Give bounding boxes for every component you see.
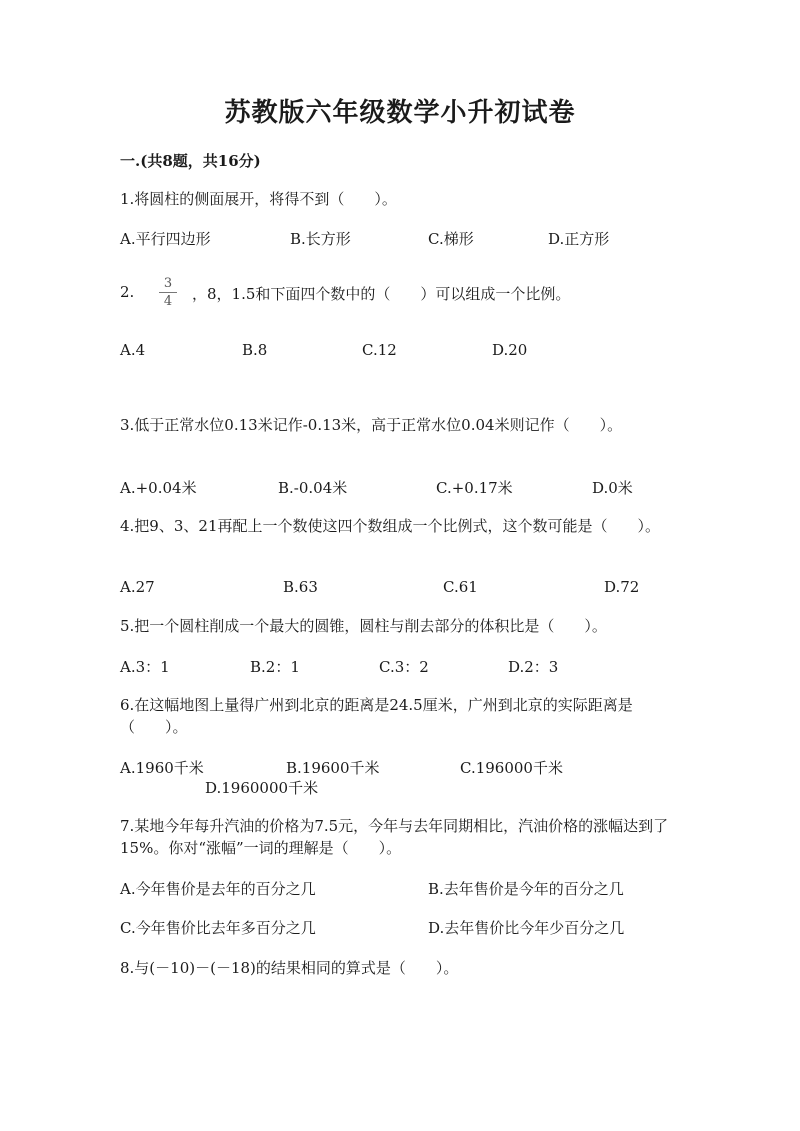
question-4: 4.把9、3、21再配上一个数使这四个数组成一个比例式，这个数可能是（ ）。 (120, 517, 660, 535)
q6-option-b[interactable]: B.19600千米 (286, 759, 380, 777)
question-1: 1.将圆柱的侧面展开，将得不到（ ）。 (120, 190, 397, 208)
question-5: 5.把一个圆柱削成一个最大的圆锥，圆柱与削去部分的体积比是（ ）。 (120, 617, 607, 635)
fraction-denominator: 4 (163, 294, 173, 309)
fraction-numerator: 3 (163, 276, 173, 291)
question-2: ，8，1.5和下面四个数中的（ ）可以组成一个比例。 (192, 285, 571, 303)
q2-option-d[interactable]: D.20 (492, 341, 528, 359)
section-heading: 一.(共8题，共16分) (120, 152, 261, 170)
q4-option-b[interactable]: B.63 (283, 578, 318, 596)
q5-option-d[interactable]: D.2：3 (508, 658, 559, 676)
q3-option-c[interactable]: C.+0.17米 (436, 479, 513, 497)
q4-option-a[interactable]: A.27 (120, 578, 155, 596)
q2-option-c[interactable]: C.12 (362, 341, 397, 359)
q4-option-c[interactable]: C.61 (443, 578, 478, 596)
q3-option-a[interactable]: A.+0.04米 (120, 479, 197, 497)
fraction-three-quarters (158, 276, 178, 309)
q7-option-d[interactable]: D.去年售价比今年少百分之几 (428, 919, 625, 937)
q3-option-d[interactable]: D.0米 (592, 479, 633, 497)
q1-option-b[interactable]: B.长方形 (290, 230, 351, 248)
q5-option-a[interactable]: A.3：1 (120, 658, 170, 676)
question-7: 7.某地今年每升汽油的价格为7.5元，今年与去年同期相比，汽油价格的涨幅达到了15%。你对“涨幅”一词的理解是（ ）。 (120, 817, 669, 857)
q6-option-d[interactable]: D.1960000千米 (205, 779, 319, 797)
q7-option-a[interactable]: A.今年售价是去年的百分之几 (120, 880, 316, 898)
q6-option-a[interactable]: A.1960千米 (120, 759, 204, 777)
q2-option-b[interactable]: B.8 (242, 341, 268, 359)
question-2-number: 2. (120, 283, 135, 301)
q1-option-a[interactable]: A.平行四边形 (120, 230, 211, 248)
q3-option-b[interactable]: B.-0.04米 (278, 479, 348, 497)
q7-option-c[interactable]: C.今年售价比去年多百分之几 (120, 919, 316, 937)
q5-option-c[interactable]: C.3：2 (379, 658, 429, 676)
q1-option-c[interactable]: C.梯形 (428, 230, 474, 248)
exam-title: 苏教版六年级数学小升初试卷 (224, 98, 576, 128)
q7-option-b[interactable]: B.去年售价是今年的百分之几 (428, 880, 624, 898)
q1-option-d[interactable]: D.正方形 (548, 230, 610, 248)
question-6: 6.在这幅地图上量得广州到北京的距离是24.5厘米，广州到北京的实际距离是（ ）。 (120, 696, 633, 736)
q5-option-b[interactable]: B.2：1 (250, 658, 300, 676)
question-3: 3.低于正常水位0.13米记作-0.13米，高于正常水位0.04米则记作（ ）。 (120, 416, 623, 434)
q2-option-a[interactable]: A.4 (120, 341, 146, 359)
fraction-bar (159, 292, 177, 293)
q4-option-d[interactable]: D.72 (604, 578, 640, 596)
question-8: 8.与(－10)－(－18)的结果相同的算式是（ ）。 (120, 959, 459, 977)
q6-option-c[interactable]: C.196000千米 (460, 759, 563, 777)
